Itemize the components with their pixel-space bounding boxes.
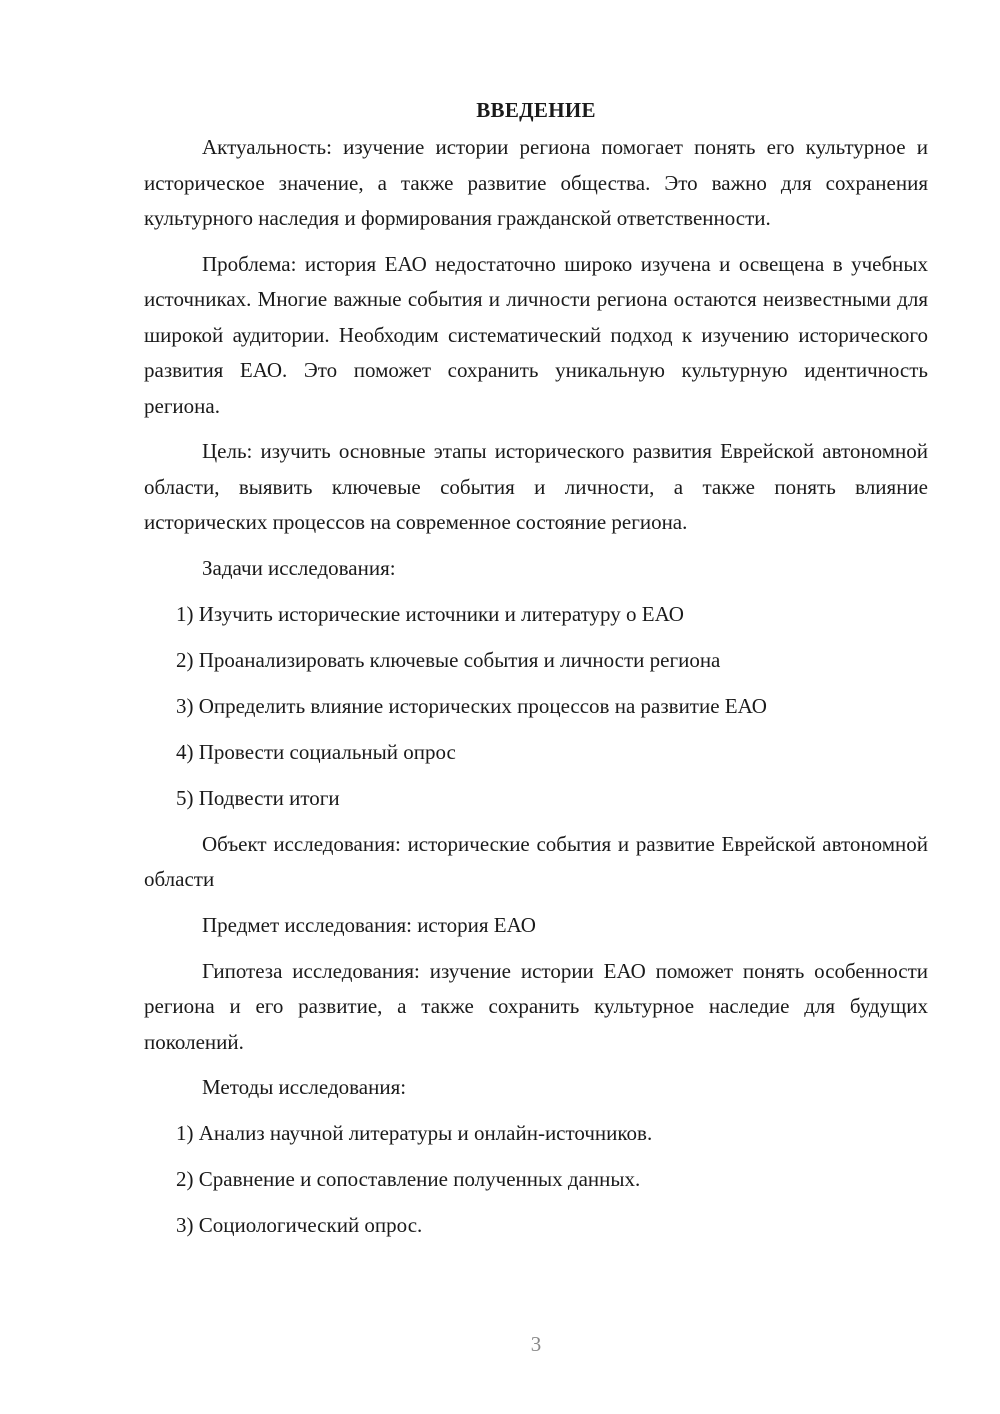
task-item: 1) Изучить исторические источники и литературу о ЕАО [176,601,684,626]
tasks-heading: Задачи исследования: [202,555,396,580]
method-item: 1) Анализ научной литературы и онлайн-источников. [176,1121,653,1145]
page-number: 3 [530,1332,542,1356]
paragraph-hypothesis: Гипотеза исследования: изучение истории ЕАО поможет понять особенности региона и его развитие, а также сохранить культурное наследие для будущих поколений. [144,958,928,1054]
paragraph-subject: Предмет исследования: история ЕАО [202,912,536,937]
paragraph-problem: Проблема: история ЕАО недостаточно широко изучена и освещена в учебных источниках. Многие важные события и личности региона остаются неизвестными для широкой аудитории. Необходим систематический подход к изучению исторического развития ЕАО. Это поможет сохранить уникальную культурную идентичность региона. [144,251,928,418]
document-page [144,96,928,1254]
method-item: 3) Социологический опрос. [176,1213,423,1237]
paragraph-goal: Цель: изучить основные этапы исторического развития Еврейской автономной области, выявить ключевые события и личности, а также понять влияние исторических процессов на современное состояние региона. [144,439,928,534]
task-item: 5) Подвести итоги [176,785,340,810]
methods-heading: Методы исследования: [202,1075,407,1099]
task-item: 4) Провести социальный опрос [176,739,456,764]
section-title: ВВЕДЕНИЕ [476,98,596,122]
task-item: 3) Определить влияние исторических процессов на развитие ЕАО [176,693,767,718]
paragraph-object: Объект исследования: исторические события и развитие Еврейской автономной области [144,831,928,891]
paragraph-relevance: Актуальность: изучение истории региона помогает понять его культурное и историческое значение, а также развитие общества. Это важно для сохранения культурного наследия и формирования гражданской ответственности. [144,135,928,230]
task-item: 2) Проанализировать ключевые события и личности региона [176,647,721,672]
method-item: 2) Сравнение и сопоставление полученных данных. [176,1167,641,1191]
